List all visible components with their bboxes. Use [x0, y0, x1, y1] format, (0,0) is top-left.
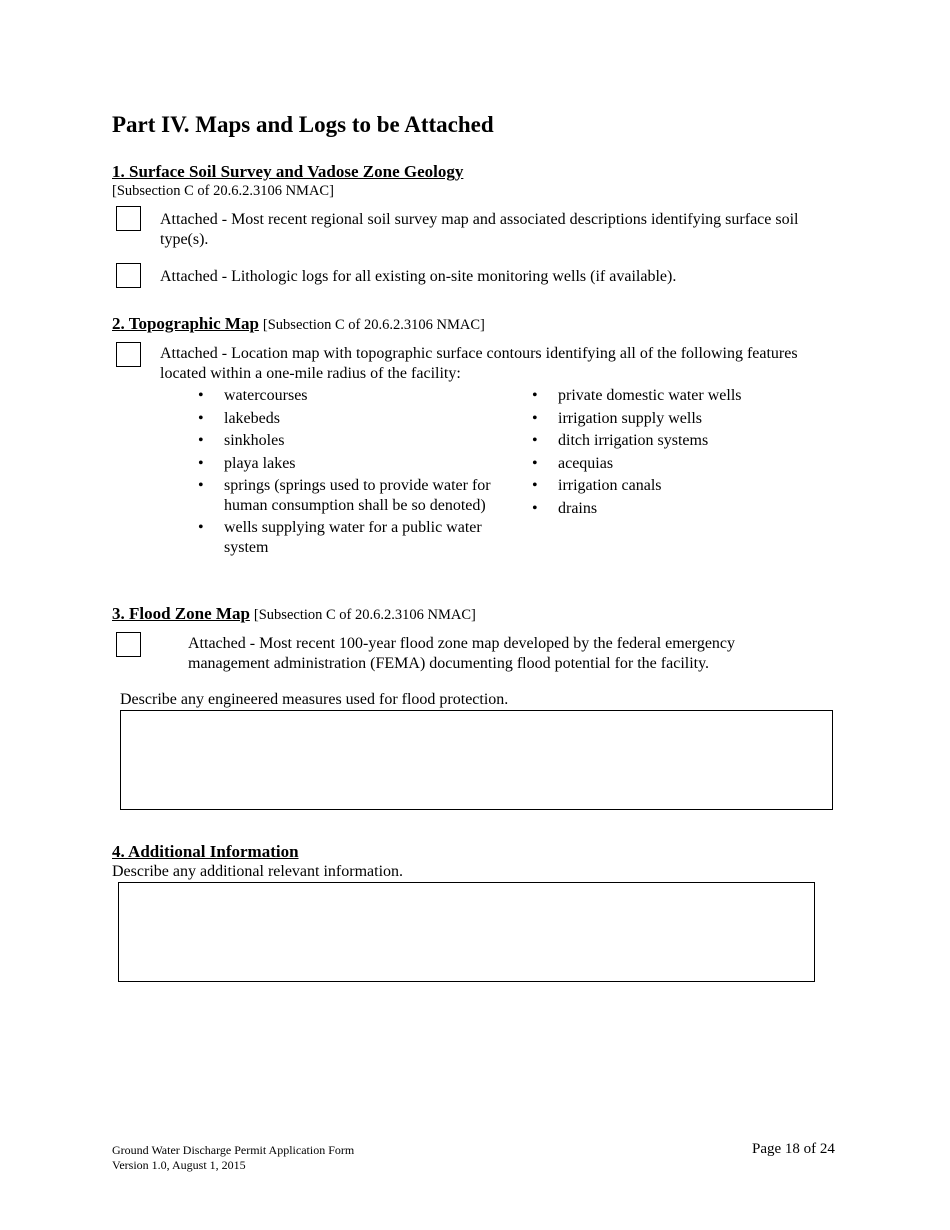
section-3-heading: 3. Flood Zone Map	[112, 604, 250, 623]
section-1-subsection: [Subsection C of 20.6.2.3106 NMAC]	[112, 183, 334, 199]
flood-protection-textbox[interactable]	[120, 710, 833, 810]
lithologic-logs-label: Attached - Lithologic logs for all existing on-site monitoring wells (if available).	[160, 268, 677, 285]
soil-survey-label: Attached - Most recent regional soil survey map and associated descriptions identifying surface soil type(s).	[160, 211, 799, 248]
list-item: • springs (springs used to provide water for human consumption shall be so denoted)	[198, 476, 498, 515]
page-title: Part IV. Maps and Logs to be Attached	[112, 112, 494, 137]
features-list-left	[198, 386, 498, 560]
footer-form-name: Ground Water Discharge Permit Application Form	[112, 1143, 355, 1157]
list-item: • sinkholes	[198, 431, 498, 451]
section-1-heading: 1. Surface Soil Survey and Vadose Zone Geology	[112, 162, 464, 181]
additional-info-textbox[interactable]	[118, 882, 815, 982]
list-item: • drains	[532, 499, 832, 519]
footer-left	[112, 1143, 354, 1173]
list-item: • watercourses	[198, 386, 498, 406]
list-item: • irrigation canals	[532, 476, 832, 496]
list-item: • irrigation supply wells	[532, 409, 832, 429]
section-3-subsection: [Subsection C of 20.6.2.3106 NMAC]	[253, 607, 476, 623]
section-2-heading: 2. Topographic Map	[112, 314, 259, 333]
list-item: • playa lakes	[198, 454, 498, 474]
flood-zone-map-checkbox[interactable]	[116, 632, 141, 657]
list-item: • acequias	[532, 454, 832, 474]
list-item: • lakebeds	[198, 409, 498, 429]
footer-version: Version 1.0, August 1, 2015	[112, 1158, 246, 1172]
flood-protection-prompt: Describe any engineered measures used for flood protection.	[120, 691, 509, 708]
section-4-heading: 4. Additional Information	[112, 842, 299, 861]
list-item: • private domestic water wells	[532, 386, 832, 406]
flood-zone-map-label: Attached - Most recent 100-year flood zone map developed by the federal emergency management administration (FEMA) documenting flood potential for the facility.	[188, 635, 736, 672]
features-list-right	[532, 386, 832, 521]
list-item: • ditch irrigation systems	[532, 431, 832, 451]
topographic-map-checkbox[interactable]	[116, 342, 141, 367]
topographic-map-label: Attached - Location map with topographic surface contours identifying all of the following features located within a one-mile radius of the facility:	[160, 345, 798, 382]
section-2-heading-line	[112, 314, 485, 334]
additional-info-prompt: Describe any additional relevant information.	[112, 863, 404, 880]
section-2-subsection: [Subsection C of 20.6.2.3106 NMAC]	[262, 317, 485, 333]
soil-survey-checkbox[interactable]	[116, 206, 141, 231]
page-number: Page 18 of 24	[752, 1141, 835, 1157]
list-item: • wells supplying water for a public water system	[198, 518, 498, 557]
section-3-heading-line	[112, 604, 476, 624]
lithologic-logs-checkbox[interactable]	[116, 263, 141, 288]
